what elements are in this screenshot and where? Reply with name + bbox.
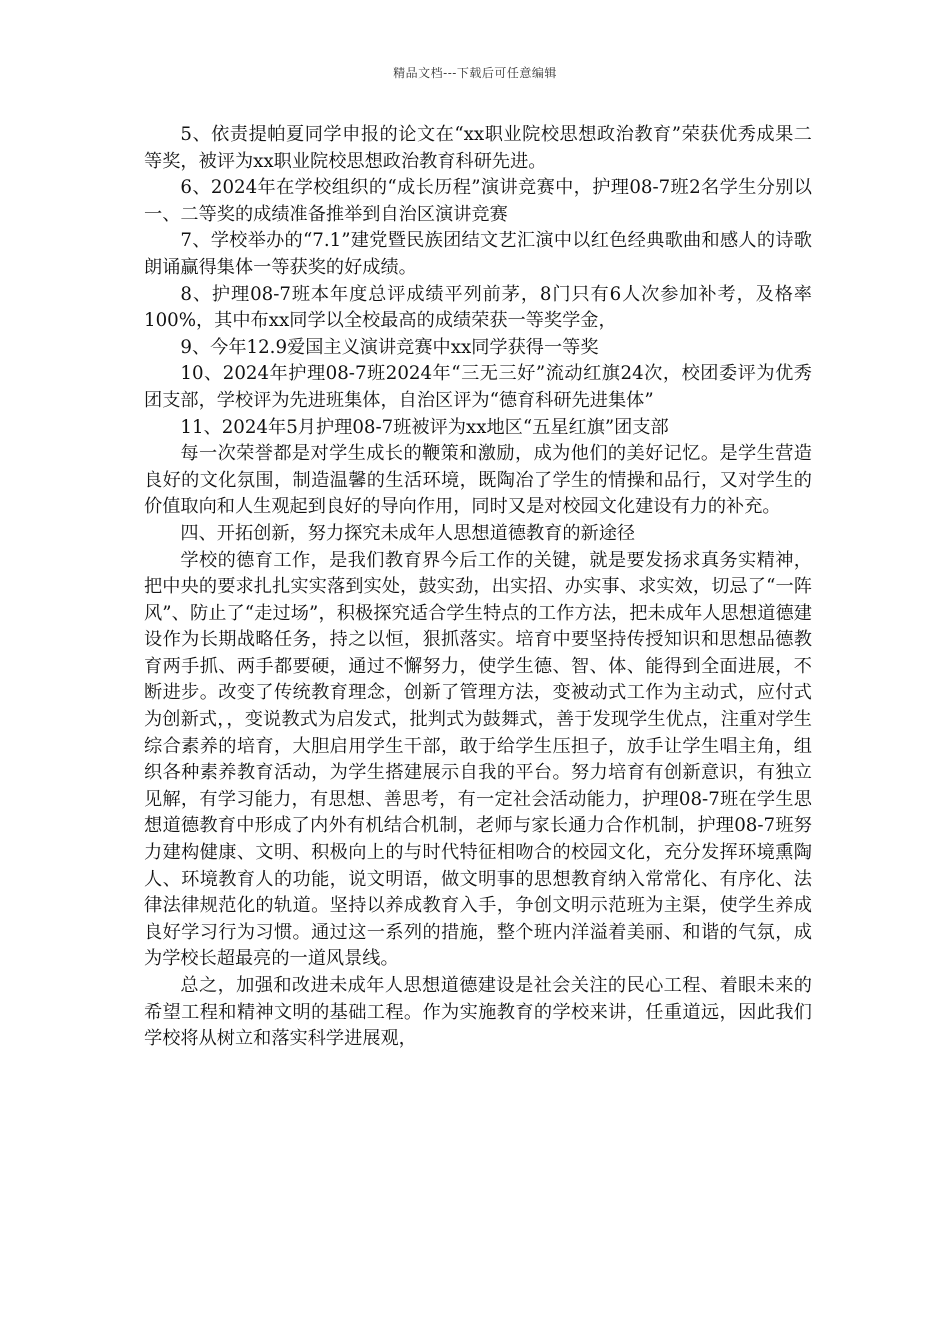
paragraph-award-6: 6、2024年在学校组织的“成长历程”演讲竞赛中，护理08-7班2名学生分别以一、二等奖的成绩准备推举到自治区演讲竞赛 <box>144 177 812 225</box>
paragraph-moral-education: 学校的德育工作，是我们教育界今后工作的关键，就是要发扬求真务实精神，把中央的要求扎扎实实落到实处，鼓实劲，出实招、办实事、求实效，切忌了“一阵风”、防止了“走过场”，积极探究适合学生特点的工作方法，把未成年人思想道德建设作为长期战略任务，持之以恒，狠抓落实。培育中要坚持传授知识和思想品德教育两手抓、两手都要硬，通过不懈努力，使学生德、智、体、能得到全面进展，不断进步。改变了传统教育理念，创新了管理方法，变被动式工作为主动式，应付式为创新式，，变说教式为启发式，批判式为鼓舞式，善于发现学生优点，注重对学生综合素养的培育，大胆启用学生干部，敢于给学生压担子，放手让学生唱主角，组织各种素养教育活动，为学生搭建展示自我的平台。努力培育有创新意识，有独立见解，有学习能力，有思想、善思考，有一定社会活动能力，护理08-7班在学生思想道德教育中形成了内外有机结合机制，老师与家长通力合作机制，护理08-7班努力建构健康、文明、积极向上的与时代特征相吻合的校园文化，充分发挥环境熏陶人、环境教育人的功能，说文明语，做文明事的思想教育纳入常常化、有序化、法律法律规范化的轨道。坚持以养成教育入手，争创文明示范班为主渠，使学生养成良好学习行为习惯。通过这一系列的措施，整个班内洋溢着美丽、和谐的气氛，成为学校长超最亮的一道风景线。 <box>144 549 812 970</box>
paragraph-award-5: 5、依责提帕夏同学申报的论文在“xx职业院校思想政治教育”荣获优秀成果二等奖，被评为xx职业院校思想政治教育科研先进。 <box>144 124 812 172</box>
section-heading-four: 四、开拓创新，努力探究未成年人思想道德教育的新途径 <box>180 522 636 544</box>
paragraph-conclusion: 总之，加强和改进未成年人思想道德建设是社会关注的民心工程、着眼未来的希望工程和精神文明的基础工程。作为实施教育的学校来讲，任重道远，因此我们学校将从树立和落实科学进展观， <box>144 975 812 1050</box>
paragraph-award-9: 9、今年12.9爱国主义演讲竞赛中xx同学获得一等奖 <box>180 336 599 358</box>
paragraph-award-8: 8、护理08-7班本年度总评成绩平列前茅，8门只有6人次参加补考，及格率100%，其中布xx同学以全校最高的成绩荣获一等奖学金， <box>144 283 812 332</box>
paragraph-award-11: 11、2024年5月护理08-7班被评为xx地区“五星红旗”团支部 <box>180 416 669 438</box>
paragraph-award-7: 7、学校举办的“7.1”建党暨民族团结文艺汇演中以红色经典歌曲和感人的诗歌朗诵赢得集体一等获奖的好成绩。 <box>144 230 812 278</box>
page-header: 精品文档---下载后可任意编辑 <box>393 66 557 80</box>
paragraph-award-10: 10、2024年护理08-7班2024年“三无三好”流动红旗24次，校团委评为优秀团支部，学校评为先进班集体，自治区评为“德育科研先进集体” <box>144 363 812 411</box>
paragraph-honor-summary: 每一次荣誉都是对学生成长的鞭策和激励，成为他们的美好记忆。是学生营造良好的文化氛围，制造温馨的生活环境，既陶冶了学生的情操和品行，又对学生的价值取向和人生观起到良好的导向作用，同时又是对校园文化建设有力的补充。 <box>144 443 812 518</box>
document-body <box>144 122 812 1053</box>
